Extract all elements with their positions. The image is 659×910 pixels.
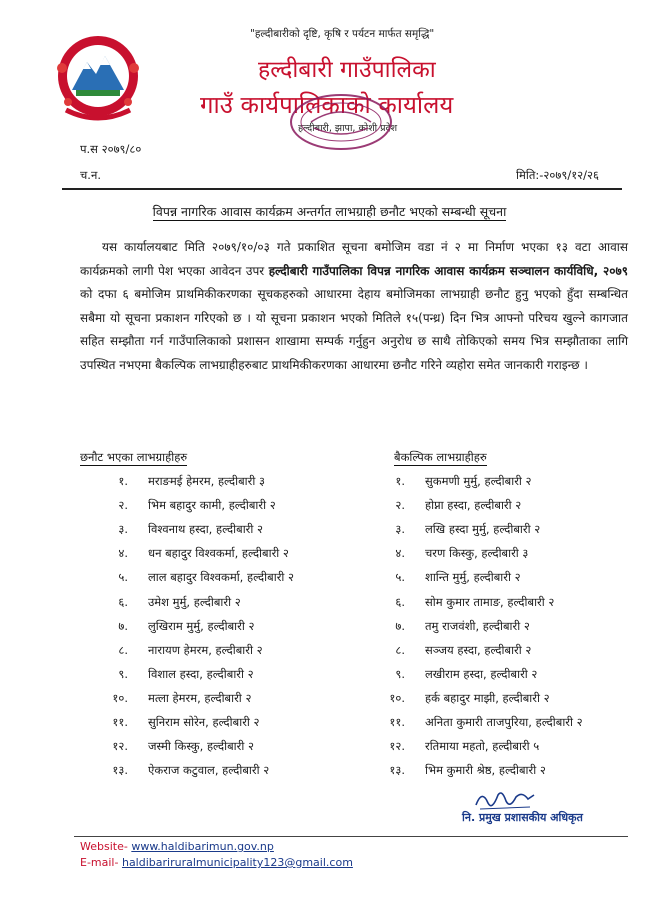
date: मिति:-२०७९/१२/२६ (516, 168, 600, 182)
list-item-number: ९. (118, 666, 128, 681)
list-item-name: सोम कुमार तामाङ, हल्दीबारी २ (425, 594, 555, 609)
list-item-name: सुकमणी मुर्मु, हल्दीबारी २ (425, 474, 532, 488)
dispatch-number: च.न. (80, 168, 101, 182)
list-item-name: मराङमई हेमरम, हल्दीबारी ३ (148, 474, 265, 488)
list-item-number: ५. (118, 570, 128, 585)
list-item-name: तमु राजवंशी, हल्दीबारी २ (425, 618, 530, 633)
list-item-name: मत्ला हेमरम, हल्दीबारी २ (148, 690, 252, 705)
list-item-number: १२. (112, 739, 128, 754)
subject-text: विपन्न नागरिक आवास कार्यक्रम अन्तर्गत लाभग्राही छनौट भएको सम्बन्धी सूचना (152, 204, 507, 219)
list-item-number: ७. (395, 618, 405, 633)
list-item-number: ४. (118, 546, 128, 561)
list-item-name: विशाल हस्दा, हल्दीबारी २ (148, 666, 254, 681)
list-item-number: ११. (112, 715, 128, 729)
list-item-number: ५. (395, 570, 405, 585)
list-item-name: होप्ना हस्दा, हल्दीबारी २ (425, 498, 522, 513)
list-item-number: ९. (395, 666, 405, 681)
website-link[interactable]: www.haldibarimun.gov.np (131, 840, 274, 853)
footer-email (80, 856, 353, 869)
list-item-name: धन बहादुर विश्वकर्मा, हल्दीबारी २ (148, 546, 289, 561)
signatory-title: नि. प्रमुख प्रशासकीय अधिकृत (462, 811, 583, 824)
list-item-name: रतिमाया महतो, हल्दीबारी ५ (425, 739, 540, 754)
selected-beneficiaries-heading: छनौट भएका लाभग्राहीहरु (80, 450, 188, 464)
list-item-number: ८. (395, 642, 405, 657)
notice-body (80, 236, 628, 377)
list-item-number: ३. (395, 522, 405, 537)
list-item-name: भिम बहादुर कामी, हल्दीबारी २ (148, 498, 276, 513)
list-item-name: भिम कुमारी श्रेष्ठ, हल्दीबारी २ (425, 763, 546, 778)
list-item-name: सुनिराम सोरेन, हल्दीबारी २ (148, 715, 260, 729)
list-item-number: १. (118, 474, 128, 488)
list-item-number: ६. (118, 594, 128, 609)
list-item-number: २. (118, 498, 128, 513)
list-item-name: नारायण हेमरम, हल्दीबारी २ (148, 642, 263, 657)
list-item-name: जस्मी किस्कु, हल्दीबारी २ (148, 739, 254, 754)
notice-subject (0, 203, 659, 220)
motto: "हल्दीबारीको दृष्टि, कृषि र पर्यटन मार्फत समृद्धि" (250, 28, 435, 40)
list-item-number: ६. (395, 594, 405, 609)
list-item-name: लखीराम हस्दा, हल्दीबारी २ (425, 666, 538, 681)
list-item-name: लखि हस्दा मुर्मु, हल्दीबारी २ (425, 522, 541, 537)
body-part-1: यस कार्यालयबाट मिति २०७९/१०/०३ गते प्रकाशित सूचना बमोजिम वडा नं २ मा निर्माण भएका १३ वटा आवास कार्यक्रमको लागी पेश भएका आवेदन उपर (80, 240, 628, 278)
list-item-number: ११. (389, 715, 405, 729)
list-item-name: विश्वनाथ हस्दा, हल्दीबारी २ (148, 522, 264, 537)
list-item-number: ४. (395, 546, 405, 561)
list-item-number: ३. (118, 522, 128, 537)
office-subtitle: गाउँ कार्यपालिकाको कार्यालय (200, 91, 454, 119)
list-item-number: १२. (389, 739, 405, 754)
list-item-name: उमेश मुर्मु, हल्दीबारी २ (148, 594, 241, 609)
body-bold-procedure: हल्दीबारी गाउँपालिका विपन्न नागरिक आवास कार्यक्रम सञ्चालन कार्यविधि, २०७९ (268, 263, 629, 278)
list-item-number: ८. (118, 642, 128, 657)
list-item-number: २. (395, 498, 405, 513)
list-item-number: ७. (118, 618, 128, 633)
reference-number: प.स २०७९/८० (80, 142, 142, 156)
list-item-name: ऐकराज कटुवाल, हल्दीबारी २ (148, 763, 270, 778)
list-item-name: अनिता कुमारी ताजपुरिया, हल्दीबारी २ (425, 715, 583, 729)
header-divider (62, 188, 622, 190)
nepal-emblem-logo (42, 28, 154, 128)
alternate-beneficiaries-heading: बैकल्पिक लाभग्राहीहरु (394, 450, 487, 464)
signature-scribble (470, 785, 540, 813)
list-item-number: १. (395, 474, 405, 488)
list-item-name: शान्ति मुर्मु, हल्दीबारी २ (425, 570, 521, 585)
list-item-number: १०. (112, 690, 128, 705)
list-item-number: १३. (112, 763, 128, 778)
office-name: हल्दीबारी गाउँपालिका (258, 57, 436, 83)
list-item-name: सञ्जय हस्दा, हल्दीबारी २ (425, 642, 532, 657)
list-item-name: लुखिराम मुर्मु, हल्दीबारी २ (148, 618, 255, 633)
list-item-name: चरण किस्कु, हल्दीबारी ३ (425, 546, 529, 561)
footer-website (80, 840, 274, 853)
office-seal-stamp (286, 92, 396, 152)
footer-divider (74, 836, 628, 837)
list-item-number: १३. (389, 763, 405, 778)
body-part-2: को दफा ६ बमोजिम प्राथमिकीकरणका सूचकहरुको आधारमा देहाय बमोजिमका लाभग्राही छनौट हुनु भएको हुँदा सम्बन्धित सबैमा यो सूचना प्रकाशन गरिएको छ । यो सूचना प्रकाशन भएको मितिले १५(पन्ध्र) दिन भित्र आफ्नो परिचय खुल्ने कागजात सहित सम्झौता गर्न गाउँपालिकाको प्रशासन शाखामा सम्पर्क गर्नुहुन अनुरोध छ साथै तोकिएको समय भित्र सम्झौताका लागि उपस्थित नभएमा बैकल्पिक लाभग्राहीहरुबाट प्राथमिकीकरणका आधारमा छनौट गरिने व्यहोरा समेत जानकारी गराइन्छ । (80, 287, 628, 372)
list-item-name: लाल बहादुर विश्वकर्मा, हल्दीबारी २ (148, 570, 295, 585)
list-item-number: १०. (389, 690, 405, 705)
list-item-name: हर्क बहादुर माझी, हल्दीबारी २ (425, 690, 550, 705)
website-label: Website- (80, 840, 128, 853)
email-label: E-mail- (80, 856, 119, 869)
email-link[interactable]: haldibariruralmunicipality123@gmail.com (121, 856, 353, 869)
office-address: हल्दीबारी, झापा, कोशी प्रदेश (298, 123, 398, 134)
